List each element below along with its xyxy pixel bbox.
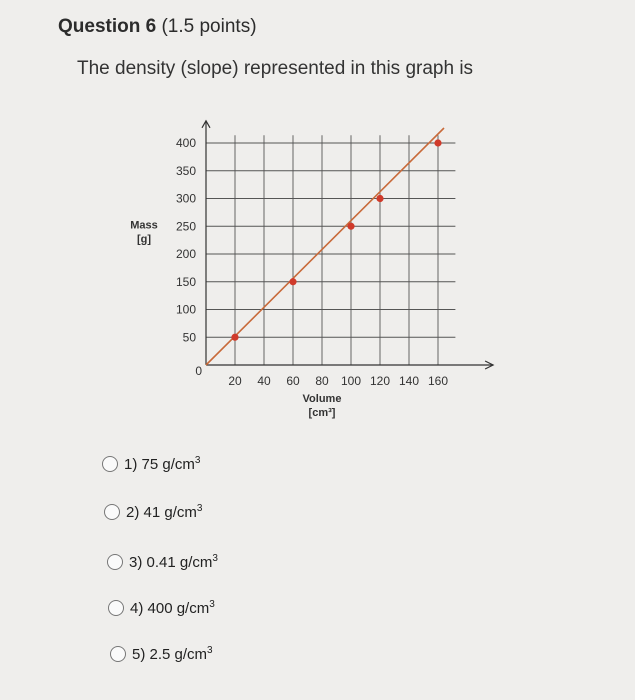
option-2-value: 41 g/cm: [143, 504, 197, 521]
data-point-5: [434, 139, 441, 146]
option-5-radio[interactable]: [110, 646, 126, 662]
option-5[interactable]: [110, 645, 213, 663]
data-point-2: [289, 278, 296, 285]
x-tick-label-20: 20: [228, 374, 242, 388]
option-1-exponent: 3: [194, 455, 201, 466]
option-2-number: 2): [126, 504, 140, 521]
option-3-number: 3): [129, 554, 143, 571]
x-tick-label-100: 100: [340, 374, 362, 388]
option-4-value: 400 g/cm: [147, 600, 210, 617]
question-points: (1.5 points): [161, 16, 257, 37]
option-5-exponent: 3: [207, 645, 213, 656]
x-tick-label-160: 160: [427, 374, 449, 388]
y-tick-label-100: 100: [175, 302, 196, 317]
x-tick-label-120: 120: [369, 374, 391, 388]
option-1-value: 75 g/cm: [141, 456, 195, 473]
question-title: Question 6: [58, 16, 157, 37]
x-tick-label-60: 60: [286, 374, 300, 388]
option-3-exponent: 3: [212, 553, 218, 564]
option-4[interactable]: [108, 599, 215, 617]
option-1-number: 1): [124, 456, 138, 473]
question-header: [58, 16, 257, 38]
option-1-label: [124, 455, 200, 473]
option-2-radio[interactable]: [104, 504, 120, 520]
option-4-exponent: 3: [209, 599, 215, 610]
x-tick-label-80: 80: [315, 374, 329, 388]
option-1-radio[interactable]: [102, 456, 118, 472]
y-tick-label-50: 50: [182, 330, 196, 345]
x-tick-label-140: 140: [398, 374, 420, 388]
option-3-radio[interactable]: [107, 554, 123, 570]
option-4-label: [130, 599, 215, 617]
option-2-label: [126, 503, 202, 521]
y-axis-label-line2: [g]: [136, 233, 152, 246]
option-5-value: 2.5 g/cm: [149, 646, 208, 663]
option-4-radio[interactable]: [108, 600, 124, 616]
data-point-4: [376, 195, 383, 202]
y-axis-label-line1: Mass: [130, 219, 158, 232]
option-3-label: [129, 553, 218, 571]
y-tick-label-300: 300: [175, 191, 196, 206]
y-tick-label-400: 400: [175, 136, 196, 150]
x-axis-label-line2: [cm³]: [308, 407, 336, 419]
question-text: The density (slope) represented in this graph is: [77, 58, 474, 79]
y-tick-label-150: 150: [175, 274, 196, 289]
x-axis-label-line1: Volume: [302, 393, 342, 405]
option-4-number: 4): [130, 600, 144, 617]
option-5-number: 5): [132, 646, 146, 663]
data-point-3: [347, 223, 354, 230]
option-1[interactable]: [102, 455, 200, 473]
y-tick-label-200: 200: [175, 247, 196, 261]
origin-label: 0: [195, 364, 202, 378]
data-point-1: [231, 334, 238, 341]
density-chart: [110, 100, 530, 430]
option-2-exponent: 3: [196, 503, 203, 514]
option-5-label: [132, 645, 213, 663]
x-tick-label-40: 40: [257, 374, 271, 388]
y-tick-label-250: 250: [175, 219, 196, 234]
y-tick-label-350: 350: [175, 163, 196, 178]
option-3[interactable]: [107, 553, 218, 571]
best-fit-line: [206, 128, 444, 365]
option-3-value: 0.41 g/cm: [146, 554, 213, 571]
option-2[interactable]: [104, 503, 202, 521]
